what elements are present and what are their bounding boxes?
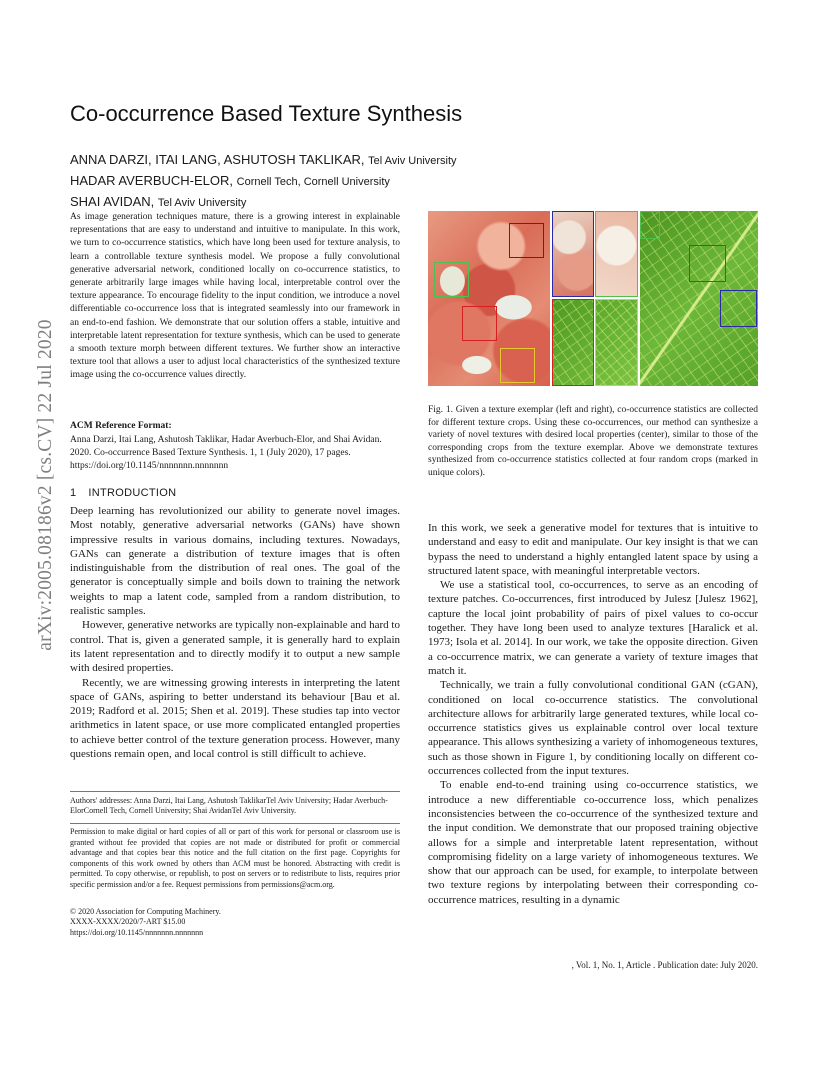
permission-divider	[70, 823, 400, 824]
synthesized-textures	[552, 211, 638, 386]
synth-tile-red	[552, 299, 594, 386]
texture-exemplar-left	[428, 211, 550, 386]
arxiv-id: arXiv:2005.08186v2 [cs.CV] 22 Jul 2020	[35, 319, 56, 651]
crop-yellow	[500, 348, 535, 383]
crop-red	[462, 306, 497, 341]
isbn-line: XXXX-XXXX/2020/7-ART $15.00	[70, 917, 186, 927]
synth-tile-yellow	[595, 299, 638, 386]
texture-exemplar-right	[640, 211, 758, 386]
paper-title: Co-occurrence Based Texture Synthesis	[70, 101, 463, 126]
figure-1	[428, 211, 758, 386]
footnote-divider	[70, 791, 400, 792]
acm-reference-heading: ACM Reference Format:	[70, 421, 172, 431]
section-title: INTRODUCTION	[88, 487, 177, 499]
acm-reference-text: Anna Darzi, Itai Lang, Ashutosh Taklikar, Hadar Averbuch-Elor, and Shai Avidan. 2020. Co-occurrence Based Texture Synthesis. 1, 1 (July 2020), 17 pages. https://doi.org/10.1145/nnnnnnn.nnnnnnn	[70, 435, 382, 472]
paragraph: In this work, we seek a generative model for textures that is intuitive to understand and easy to edit and manipulate. Our key insight is that we can bypass the need to understand a highly entangled latent space by using a structured latent space, with meaningful interpretable vectors.	[428, 522, 758, 577]
crop-blue	[509, 223, 544, 258]
paragraph: We use a statistical tool, co-occurrences, to serve as an encoding of texture patches. Co-occurrences, first introduced by Julesz [Julesz 1962], capture the local joint probability of pairs of pixel values to co-occur together. They have long been used to analyze textures [Haralick et al. 1973; Isola et al. 2014]. In our work, we take the opposite direction. Given a co-occurrence matrix, we can generate a variety of texture images that match it.	[428, 579, 758, 677]
paragraph: However, generative networks are typically non-explainable and hard to control. That is, given a generated sample, it is generally hard to explain its latent representation and to directly modify it to output a new sample with desired properties.	[70, 619, 400, 675]
section-number: 1	[70, 487, 77, 499]
synth-tile-blue	[552, 211, 594, 297]
synth-tile-green	[595, 211, 638, 297]
paragraph: Technically, we train a fully convolutional conditional GAN (cGAN), conditioned on local co-occurrence statistics. The convolutional architecture allows for arbitrarily large generated textures, while local co-occurrence statistics gives us explainable control over local texture appearance. This allows synthesizing a variety of inhomogeneous textures, such as those shown in Figure 1, by conditioning locally on different co-occurrences collected from the input textures.	[428, 679, 758, 778]
crop-green	[640, 211, 660, 239]
author-block	[70, 150, 457, 213]
doi-line: https://doi.org/10.1145/nnnnnnn.nnnnnnn	[70, 927, 204, 937]
paragraph: Recently, we are witnessing growing interests in interpreting the latent space of GANs, aspiring to better understand its behaviour [Bau et al. 2019; Radford et al. 2015; Shen et al. 2019]. These studies tap into vector arithmetics in latent space, or use more complicated entangled properties to achieve better control of the texture generation process. However, many questions remain open, and local control is still difficult to achieve.	[70, 676, 400, 761]
author-line: SHAI AVIDAN, Tel Aviv University	[70, 194, 247, 209]
arxiv-sidebar-stamp	[24, 290, 68, 680]
paragraph: Deep learning has revolutionized our ability to generate novel images. Most notably, generative adversarial networks (GANs) have shown impressive results in various domains, including textures. Nowadays, GANs can generate a distribution of texture images that is often indistinguishable from the distribution of real ones. The goal of the generator is conceptually simple and boils down to training the network weights to map a latent code, sampled from a random distribution, to realistic samples.	[70, 505, 400, 618]
author-line: HADAR AVERBUCH-ELOR, Cornell Tech, Cornell University	[70, 173, 390, 188]
section-heading	[70, 487, 176, 499]
abstract: As image generation techniques mature, there is a growing interest in explainable representations that are easy to understand and intuitive to manipulate. In this work, we turn to co-occurrence statistics, which have long been used for texture analysis, to learn a controllable texture synthesis model. We propose a fully convolutional generative adversarial network, conditioned locally on co-occurrence statistics, to generate arbitrarily large images while having local, interpretable control over the texture appearance. To encourage fidelity to the input condition, we introduce a novel differentiable co-occurrence loss that is integrated seamlessly into our framework in an end-to-end fashion. We demonstrate that our solution offers a stable, intuitive and interpretable latent representation for texture synthesis, which can be used to generate a smooth texture morph between different textures. We further show an interactive texture tool that allows a user to adjust local characteristics of the synthesized texture image using the co-occurrence values directly.	[70, 212, 400, 381]
intro-right-column	[428, 521, 758, 907]
crop-green	[434, 262, 469, 297]
copyright-block	[70, 907, 400, 938]
page-footer: , Vol. 1, No. 1, Article . Publication date: July 2020.	[571, 960, 758, 970]
copyright-line: © 2020 Association for Computing Machinery.	[70, 907, 221, 916]
author-line: ANNA DARZI, ITAI LANG, ASHUTOSH TAKLIKAR, Tel Aviv University	[70, 152, 457, 167]
intro-left-column	[70, 504, 400, 761]
permission-notice: Permission to make digital or hard copies of all or part of this work for personal or classroom use is granted without fee provided that copies are not made or distributed for profit or commercial advantage and that copies bear this notice and the full citation on the first page. Copyrights for components of this work owned by others than ACM must be honored. Abstracting with credit is permitted. To copy otherwise, or republish, to post on servers or to redistribute to lists, requires prior specific permission and/or a fee. Request permissions from permissions@acm.org.	[70, 827, 400, 889]
crop-blue	[720, 290, 757, 327]
crop-red	[689, 245, 726, 282]
figure-caption: Fig. 1. Given a texture exemplar (left and right), co-occurrence statistics are collected for different texture crops. Using these co-occurrences, our method can synthesize a variety of novel textures with desired local properties (center), similar to those of the corresponding crops from the texture exemplar. Above we demonstrate textures synthesized from co-occurrence statistics collected at four random crops (marked in unique colors).	[428, 405, 758, 478]
author-addresses-footnote: Authors' addresses: Anna Darzi, Itai Lang, Ashutosh TaklikarTel Aviv University; Hadar Averbuch-ElorCornell Tech, Cornell University; Shai AvidanTel Aviv University.	[70, 796, 388, 816]
paragraph: To enable end-to-end training using co-occurrence statistics, we introduce a new differentiable co-occurrence loss, which penalizes inconsistencies between the co-occurrence of the synthesized texture and the input condition. We demonstrate that our proposed training objective allows for a simple and interpretable latent representation, without compromising fidelity on a large variety of inhomogeneous textures. We show that our approach can be used, for example, to interpolate between two texture regions by interpolating between their corresponding co-occurrence matrices, resulting in a dynamic	[428, 779, 758, 906]
